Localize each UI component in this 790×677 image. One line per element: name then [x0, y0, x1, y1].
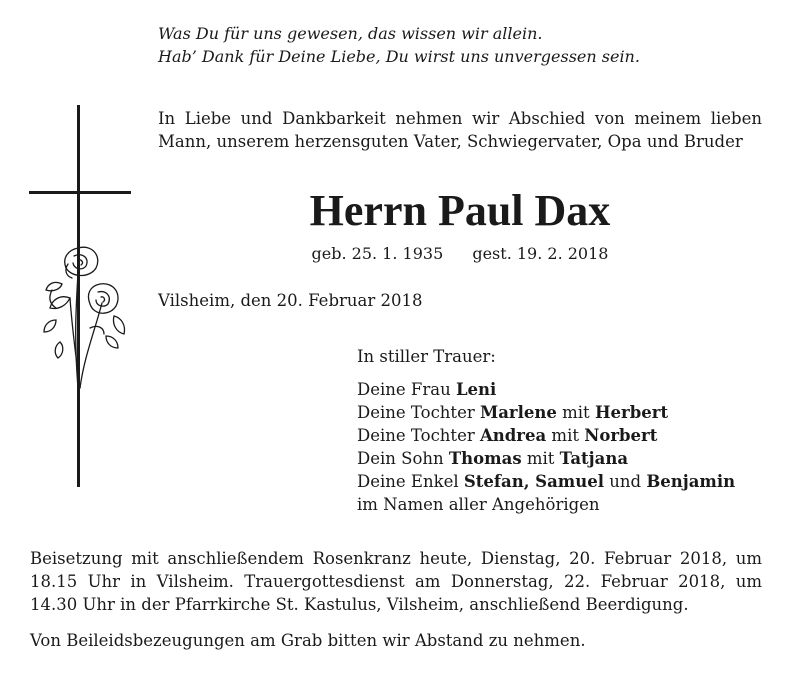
- mourner-closing: im Namen aller Angehörigen: [357, 495, 600, 514]
- poem-line: Hab’ Dank für Deine Liebe, Du wirst uns unvergessen sein.: [158, 47, 640, 66]
- death-date: gest. 19. 2. 2018: [472, 244, 609, 263]
- intro-text: In Liebe und Dankbarkeit nehmen wir Abschied von meinem lieben Mann, unserem herzensguten Vater, Schwiegervater, Opa und Bruder: [158, 109, 762, 151]
- mourner-line: Deine Enkel Stefan, Samuel und Benjamin: [357, 472, 736, 491]
- mourner-line: Deine Tochter Marlene mit Herbert: [357, 403, 669, 422]
- deceased-name: Herrn Paul Dax: [309, 186, 611, 235]
- mourner-line: Dein Sohn Thomas mit Tatjana: [357, 449, 629, 468]
- poem: [158, 22, 640, 68]
- mourner-line: Deine Frau Leni: [357, 380, 497, 399]
- roses-icon: [40, 238, 140, 398]
- mourners-list: [357, 345, 735, 516]
- cross-horizontal-bar: [29, 191, 131, 194]
- mourners-heading: In stiller Trauer:: [357, 347, 496, 366]
- place-date: Vilsheim, den 20. Februar 2018: [158, 291, 423, 310]
- birth-date: geb. 25. 1. 1935: [311, 244, 444, 263]
- burial-info: Beisetzung mit anschließendem Rosenkranz heute, Dienstag, 20. Februar 2018, um 18.15 Uhr in Vilsheim. Trauergottesdienst am Donnerstag, 22. Februar 2018, um 14.30 Uhr in der Pfarrkirche St. Kastulus, Vilsheim, anschließend Beerdigung.: [30, 549, 762, 614]
- mourner-line: Deine Tochter Andrea mit Norbert: [357, 426, 658, 445]
- life-dates: [158, 243, 762, 265]
- poem-line: Was Du für uns gewesen, das wissen wir allein.: [158, 24, 543, 43]
- condolence-note: Von Beileidsbezeugungen am Grab bitten wir Abstand zu nehmen.: [30, 631, 586, 650]
